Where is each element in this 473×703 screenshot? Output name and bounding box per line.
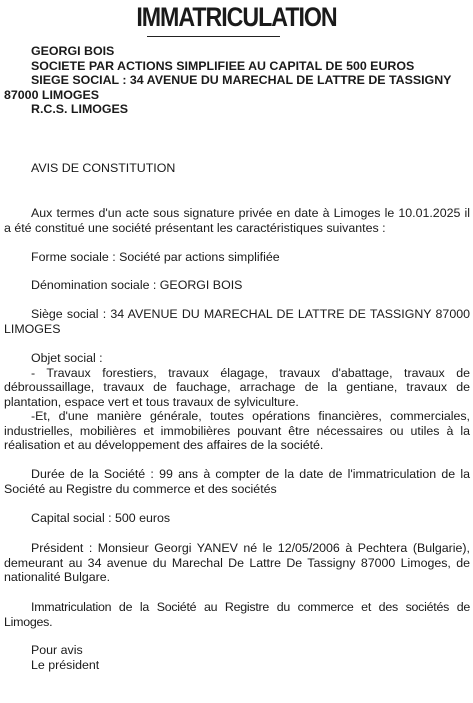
objet-item-2: -Et, d'une manière générale, toutes opérations financières, commerciales, industrielles, mobilières et immobilières pouvant être nécessaires ou utiles à la réalisation et au développement des affaires de la société. [4, 409, 470, 452]
closing [4, 643, 470, 672]
president: Président : Monsieur Georgi YANEV né le 12/05/2006 à Pechtera (Bulgarie), demeurant au 34 avenue du Marechal De Lattre De Tassigny 87000 Limoges, de nationalité Bulgare. [4, 541, 470, 584]
closing-pour-avis: Pour avis [31, 643, 83, 657]
duree: Durée de la Société : 99 ans à compter de la date de l'immatriculation de la Société au Registre du commerce et des sociétés [4, 467, 470, 496]
title-underline [147, 36, 280, 37]
immatriculation: Immatriculation de la Société au Registre du commerce et des sociétés de Limoges. [4, 600, 470, 629]
denomination-sociale: Dénomination sociale : GEORGI BOIS [31, 278, 243, 292]
company-siege: SIEGE SOCIAL : 34 AVENUE DU MARECHAL DE LATTRE DE TASSIGNY 87000 LIMOGES [4, 73, 452, 102]
company-rcs: R.C.S. LIMOGES [31, 102, 129, 116]
intro-paragraph: Aux termes d'un acte sous signature privée en date à Limoges le 10.01.2025 il a été constitué une société présentant les caractéristiques suivantes : [4, 206, 470, 235]
company-name: GEORGI BOIS [31, 44, 115, 58]
capital-social: Capital social : 500 euros [31, 511, 171, 525]
objet-social [4, 351, 470, 453]
objet-item-1: - Travaux forestiers, travaux élagage, travaux d'abattage, travaux de débroussaillage, travaux de fauchage, arrachage de la gentiane, travaux de plantation, espace vert et tous travaux de sylviculture. [4, 365, 470, 409]
notice-type: AVIS DE CONSTITUTION [31, 161, 176, 175]
company-header [4, 44, 470, 117]
company-form: SOCIETE PAR ACTIONS SIMPLIFIEE AU CAPITAL DE 500 EUROS [31, 58, 415, 73]
notice-title: IMMATRICULATION [136, 2, 337, 32]
forme-sociale: Forme sociale : Société par actions simplifiée [31, 250, 280, 264]
objet-label: Objet social : [31, 351, 103, 365]
siege-social: Siège social : 34 AVENUE DU MARECHAL DE LATTRE DE TASSIGNY 87000 LIMOGES [4, 307, 470, 336]
closing-signatory: Le président [31, 657, 100, 672]
